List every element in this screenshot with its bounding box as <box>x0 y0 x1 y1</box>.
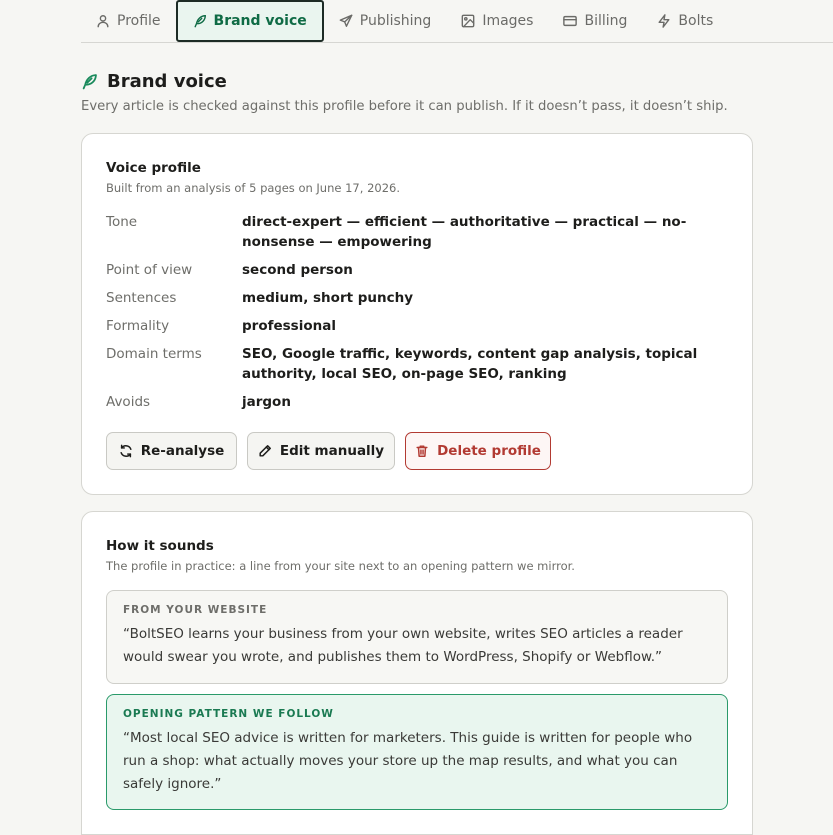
row-key: Sentences <box>106 290 177 306</box>
user-icon <box>96 14 110 28</box>
page-title-text: Brand voice <box>107 71 227 92</box>
refresh-icon <box>119 444 133 458</box>
profile-row-domain-terms <box>106 344 730 384</box>
edit-manually-button[interactable] <box>247 432 395 470</box>
tab-publishing[interactable] <box>324 0 447 42</box>
how-it-sounds-card <box>81 511 753 835</box>
page-subtitle: Every article is checked against this profile before it can publish. If it doesn’t pass, it doesn’t ship. <box>81 99 728 114</box>
card-title: Voice profile <box>106 160 201 176</box>
card-subtitle: The profile in practice: a line from your site next to an opening pattern we mirror. <box>106 559 575 573</box>
send-icon <box>339 14 353 28</box>
bolt-icon <box>657 14 671 28</box>
tab-label: Images <box>482 13 534 29</box>
row-value: jargon <box>242 394 291 410</box>
tab-label: Profile <box>117 13 161 29</box>
page-title <box>81 71 227 92</box>
row-value: second person <box>242 262 353 278</box>
reanalyse-button[interactable] <box>106 432 237 470</box>
voice-profile-card <box>81 133 753 495</box>
row-key: Avoids <box>106 394 151 410</box>
row-key: Tone <box>106 214 138 230</box>
tab-bolts[interactable] <box>642 0 728 42</box>
tab-label: Bolts <box>678 13 714 29</box>
trash-icon <box>415 444 429 458</box>
profile-row-sentences <box>106 288 730 308</box>
card-subtitle: Built from an analysis of 5 pages on June 17, 2026. <box>106 181 400 195</box>
card-icon <box>563 14 577 28</box>
quote-text: “Most local SEO advice is written for marketers. This guide is written for people who run a shop: what actually moves your store up the map results, and what you can safely ignore.” <box>123 730 693 792</box>
tab-billing[interactable] <box>548 0 642 42</box>
card-title: How it sounds <box>106 538 214 554</box>
button-label: Delete profile <box>437 443 541 459</box>
website-quote-box <box>106 590 728 684</box>
tab-images[interactable] <box>446 0 548 42</box>
row-key: Domain terms <box>106 346 202 362</box>
opening-pattern-box <box>106 694 728 810</box>
row-value: medium, short punchy <box>242 290 414 306</box>
button-label: Re-analyse <box>140 443 225 459</box>
tab-label: Publishing <box>359 13 432 29</box>
quote-text: “BoltSEO learns your business from your own website, writes SEO articles a reader would swear you wrote, and publishes them to WordPress, Shopify or Webflow.” <box>123 626 683 665</box>
quill-icon <box>81 73 98 90</box>
profile-row-point-of-view <box>106 260 730 280</box>
quote-label: FROM YOUR WEBSITE <box>123 604 268 616</box>
button-label: Edit manually <box>279 443 385 459</box>
tab-brand-voice[interactable] <box>176 0 324 42</box>
tab-label: Brand voice <box>213 13 307 29</box>
tab-profile[interactable] <box>81 0 176 42</box>
quill-icon <box>193 14 207 28</box>
profile-row-tone <box>106 212 730 252</box>
row-value: professional <box>242 318 336 334</box>
profile-row-avoids <box>106 392 730 412</box>
settings-tabs <box>81 0 833 43</box>
pencil-icon <box>258 444 272 458</box>
quote-label: OPENING PATTERN WE FOLLOW <box>123 708 334 720</box>
row-value: direct-expert — efficient — authoritative — practical — no-nonsense — empowering <box>242 214 687 250</box>
row-key: Point of view <box>106 262 193 278</box>
profile-row-formality <box>106 316 730 336</box>
row-value: SEO, Google traffic, keywords, content gap analysis, topical authority, local SEO, on-page SEO, ranking <box>242 346 698 382</box>
row-key: Formality <box>106 318 170 334</box>
tab-label: Billing <box>584 13 628 29</box>
image-icon <box>461 14 475 28</box>
delete-profile-button[interactable] <box>405 432 551 470</box>
